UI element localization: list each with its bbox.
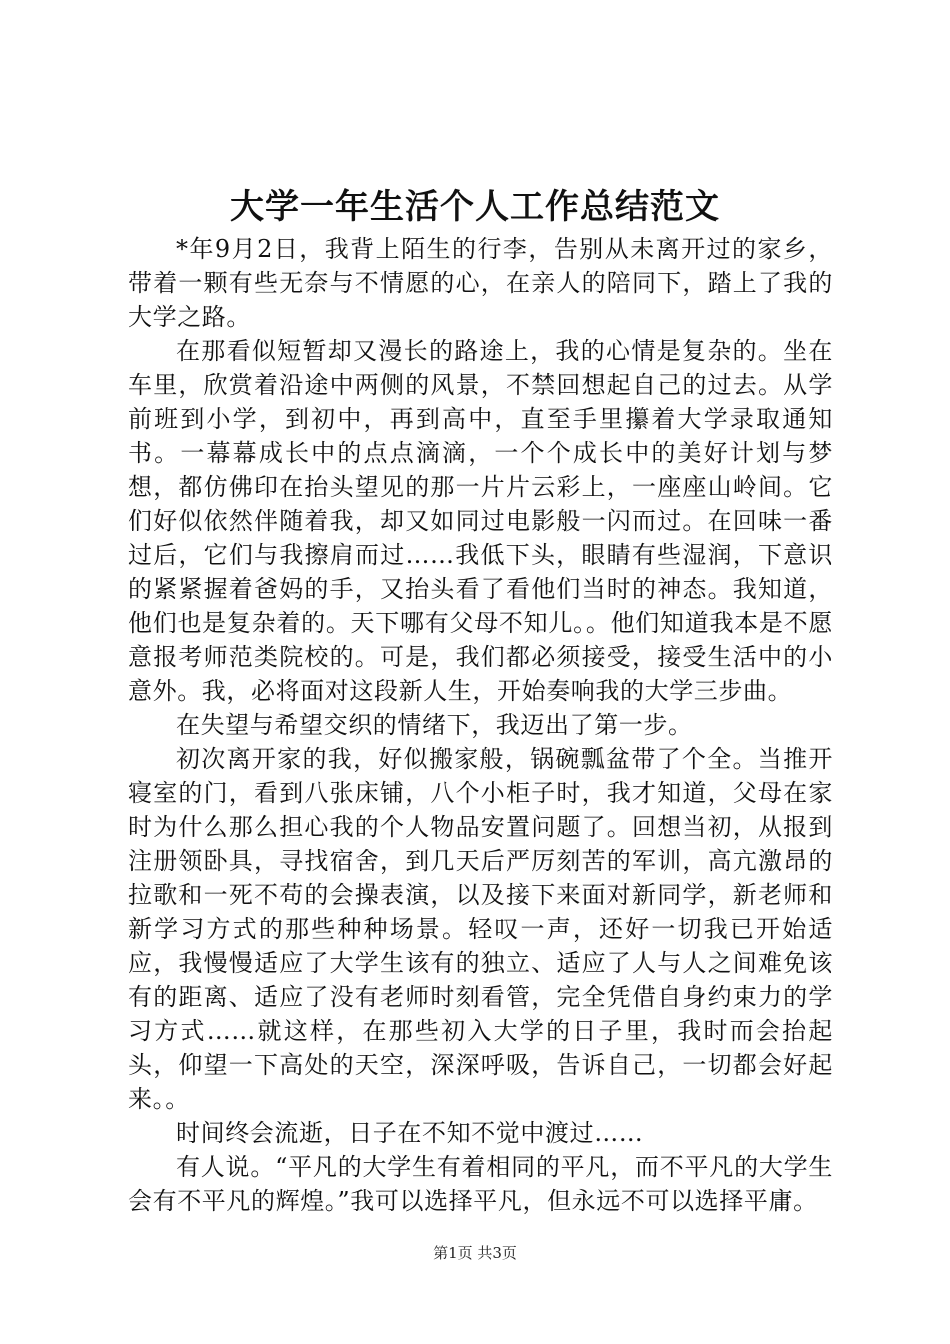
paragraph: 在失望与希望交织的情绪下，我迈出了第一步。	[176, 711, 693, 739]
page-number-footer: 第1页 共3页	[433, 1244, 517, 1262]
paragraph: *年9月2日，我背上陌生的行李，告别从未离开过的家乡，带着一颗有些无奈与不情愿的心，在亲人的陪同下，踏上了我的大学之路。	[128, 235, 833, 331]
document-body	[128, 232, 833, 1218]
paragraph: 时间终会流逝，日子在不知不觉中渡过……	[176, 1119, 644, 1147]
paragraph: 初次离开家的我，好似搬家般，锅碗瓢盆带了个全。当推开寝室的门，看到八张床铺，八个小柜子时，我才知道，父母在家时为什么那么担心我的个人物品安置问题了。回想当初，从报到注册领卧具，寻找宿舍，到几天后严厉刻苦的军训，高亢激昂的拉歌和一死不苟的会操表演，以及接下来面对新同学，新老师和新学习方式的那些种种场景。轻叹一声，还好一切我已开始适应，我慢慢适应了大学生该有的独立、适应了人与人之间难免该有的距离、适应了没有老师时刻看管，完全凭借自身约束力的学习方式……就这样，在那些初入大学的日子里，我时而会抬起头，仰望一下高处的天空，深深呼吸，告诉自己，一切都会好起来。。	[128, 745, 833, 1113]
paragraph: 有人说。“平凡的大学生有着相同的平凡，而不平凡的大学生会有不平凡的辉煌。”我可以选择平凡，但永远不可以选择平庸。	[128, 1153, 833, 1215]
paragraph: 在那看似短暂却又漫长的路途上，我的心情是复杂的。坐在车里，欣赏着沿途中两侧的风景，不禁回想起自己的过去。从学前班到小学，到初中，再到高中，直至手里攥着大学录取通知书。一幕幕成长中的点点滴滴，一个个成长中的美好计划与梦想，都仿佛印在抬头望见的那一片片云彩上，一座座山岭间。它们好似依然伴随着我，却又如同过电影般一闪而过。在回味一番过后，它们与我擦肩而过……我低下头，眼睛有些湿润，下意识的紧紧握着爸妈的手，又抬头看了看他们当时的神态。我知道，他们也是复杂着的。天下哪有父母不知儿。。他们知道我本是不愿意报考师范类院校的。可是，我们都必须接受，接受生活中的小意外。我，必将面对这段新人生，开始奏响我的大学三步曲。	[128, 337, 833, 705]
document-title: 大学一年生活个人工作总结范文	[230, 187, 720, 227]
